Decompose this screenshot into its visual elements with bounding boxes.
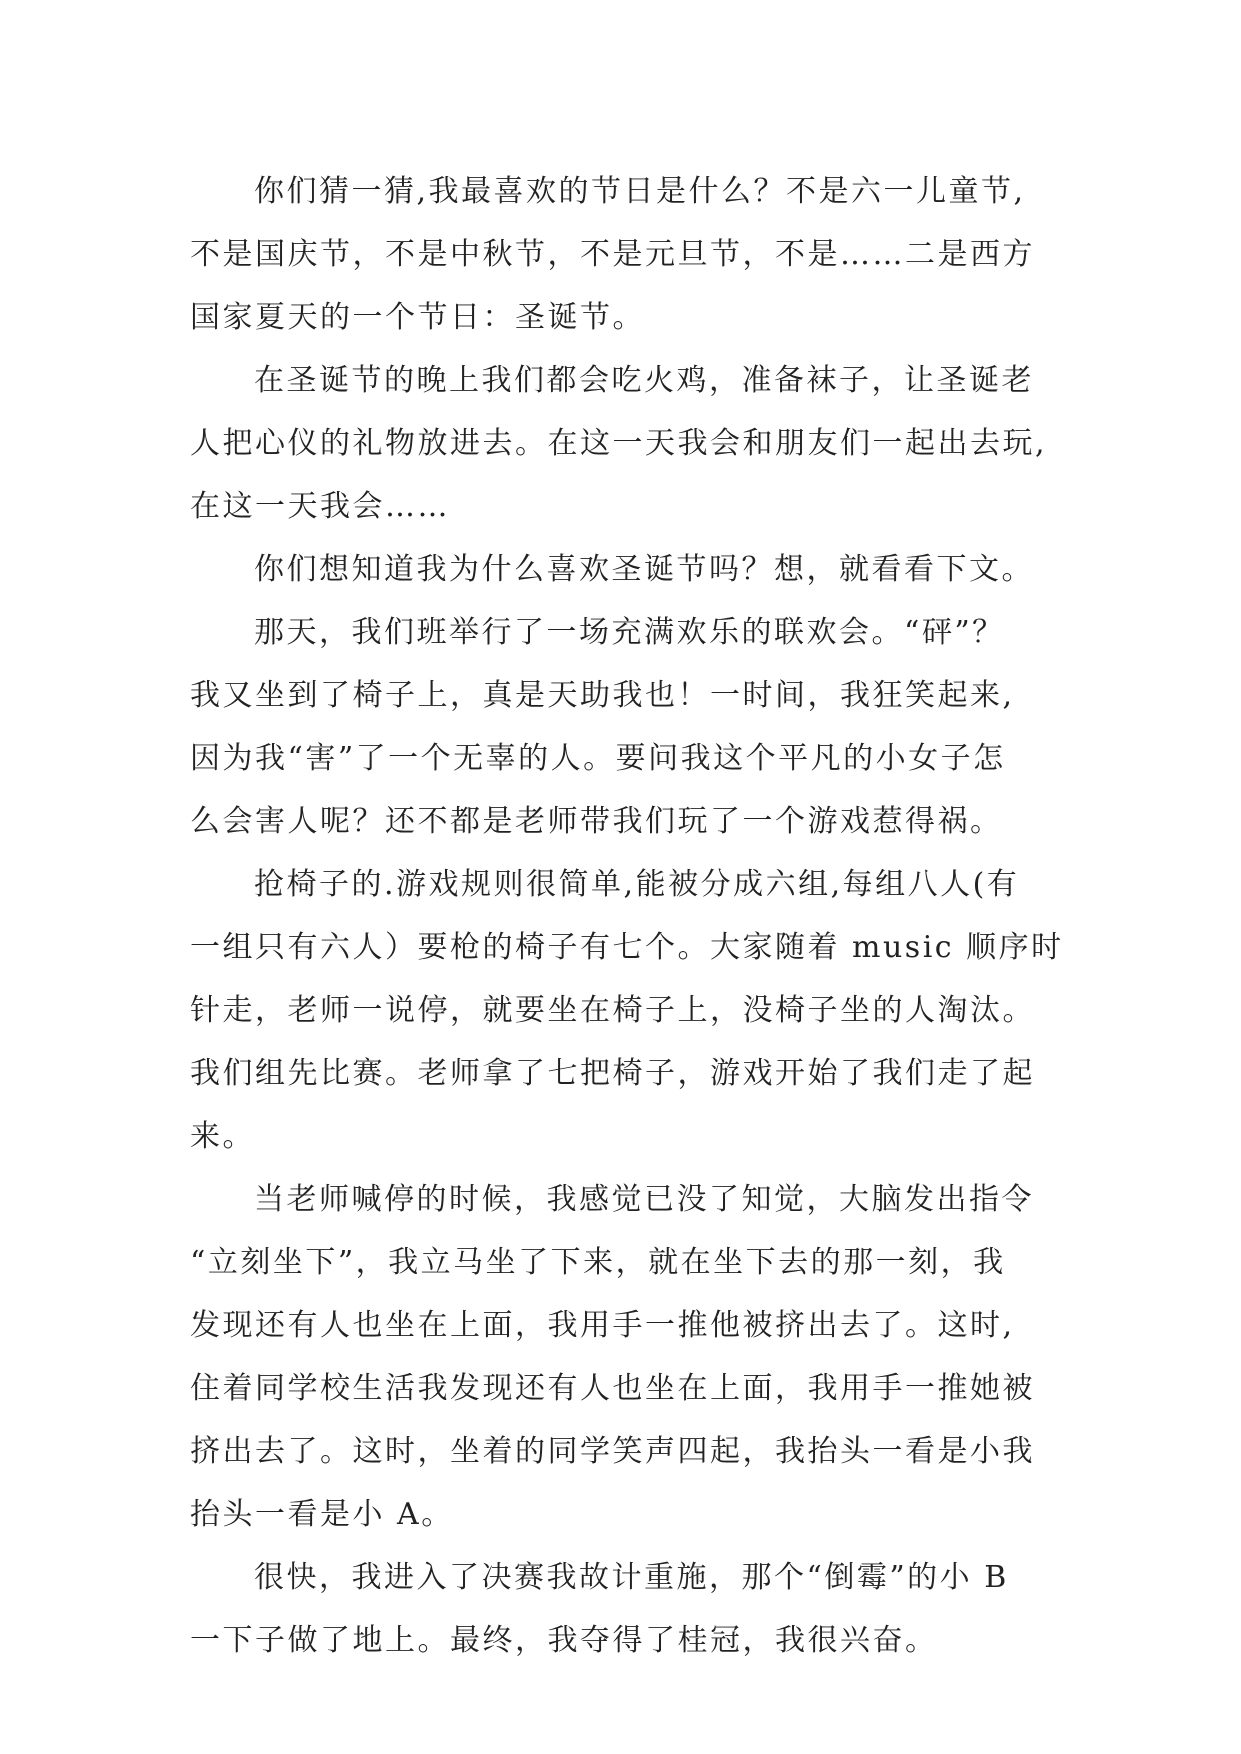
text-line: 抢椅子的.游戏规则很简单,能被分成六组,每组八人(有 bbox=[254, 867, 1020, 902]
text-line: 那天，我们班举行了一场充满欢乐的联欢会。“砰”？ bbox=[254, 615, 1005, 650]
paragraph-favorite-holiday bbox=[190, 160, 1070, 349]
text-line: 因为我“害”了一个无辜的人。要问我这个平凡的小女子怎 bbox=[190, 741, 1006, 776]
document-body bbox=[190, 160, 1070, 1672]
text-line: 在圣诞节的晚上我们都会吃火鸡，准备袜子，让圣诞老 bbox=[254, 363, 1034, 398]
text-line: 么会害人呢？还不都是老师带我们玩了一个游戏惹得祸。 bbox=[190, 804, 1003, 839]
paragraph-sit-down bbox=[190, 1168, 1070, 1546]
text-line: 我们组先比赛。老师拿了七把椅子，游戏开始了我们走了起 bbox=[190, 1056, 1035, 1091]
text-line: 你们猜一猜,我最喜欢的节日是什么？不是六一儿童节, bbox=[254, 174, 1026, 209]
text-line: 在这一天我会…… bbox=[190, 489, 450, 524]
text-line: 国家夏天的一个节日：圣诞节。 bbox=[190, 300, 645, 335]
paragraph-christmas-night bbox=[190, 349, 1070, 538]
text-line: 我又坐到了椅子上，真是天助我也！一时间，我狂笑起来, bbox=[190, 678, 1015, 713]
text-line: 很快，我进入了决赛我故计重施，那个“倒霉”的小 B bbox=[254, 1560, 1009, 1595]
text-line: 不是国庆节，不是中秋节，不是元旦节，不是……二是西方 bbox=[190, 237, 1035, 272]
text-line: 住着同学校生活我发现还有人也坐在上面，我用手一推她被 bbox=[190, 1371, 1035, 1406]
text-line: 来。 bbox=[190, 1119, 255, 1154]
paragraph-game-rules bbox=[190, 853, 1070, 1168]
text-line: 你们想知道我为什么喜欢圣诞节吗？想，就看看下文。 bbox=[254, 552, 1034, 587]
paragraph-party bbox=[190, 601, 1070, 853]
text-line: 抬头一看是小 A。 bbox=[190, 1497, 454, 1532]
text-line: 当老师喊停的时候，我感觉已没了知觉，大脑发出指令 bbox=[254, 1182, 1034, 1217]
text-line: 一组只有六人）要枪的椅子有七个。大家随着 music 顺序时 bbox=[190, 930, 1064, 965]
text-line: 发现还有人也坐在上面，我用手一推他被挤出去了。这时, bbox=[190, 1308, 1015, 1343]
text-line: “立刻坐下”，我立马坐了下来，就在坐下去的那一刻，我 bbox=[190, 1245, 1006, 1280]
text-line: 人把心仪的礼物放进去。在这一天我会和朋友们一起出去玩, bbox=[190, 426, 1048, 461]
paragraph-why-christmas bbox=[190, 538, 1070, 601]
paragraph-final bbox=[190, 1546, 1070, 1672]
text-line: 针走，老师一说停，就要坐在椅子上，没椅子坐的人淘汰。 bbox=[190, 993, 1035, 1028]
text-line: 一下子做了地上。最终，我夺得了桂冠，我很兴奋。 bbox=[190, 1623, 938, 1658]
text-line: 挤出去了。这时，坐着的同学笑声四起，我抬头一看是小我 bbox=[190, 1434, 1035, 1469]
